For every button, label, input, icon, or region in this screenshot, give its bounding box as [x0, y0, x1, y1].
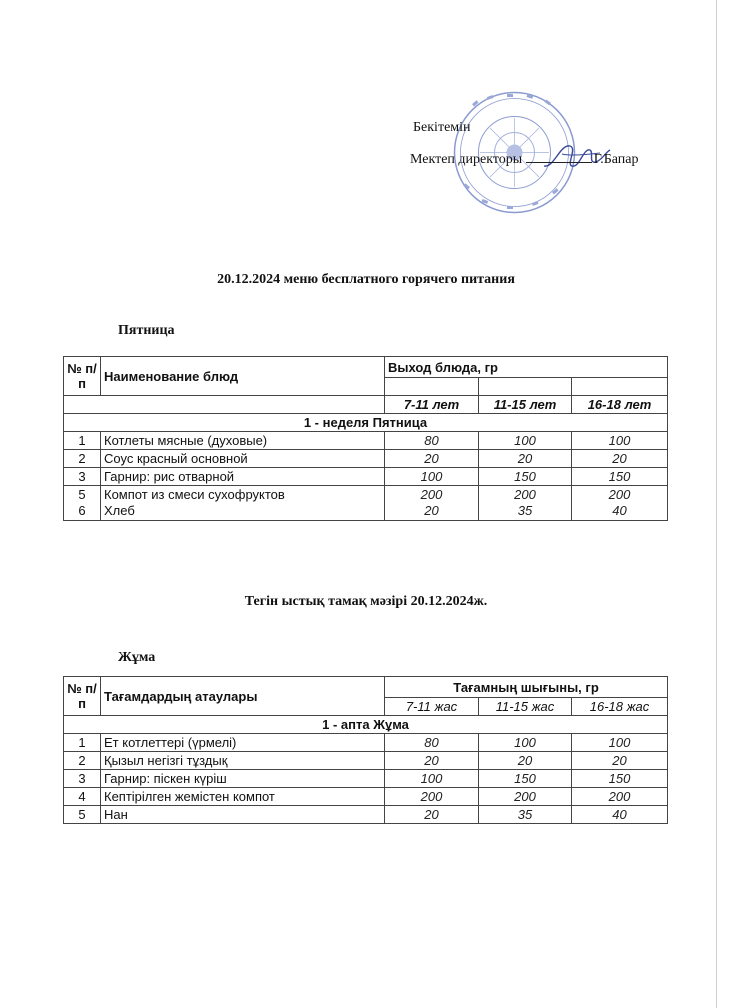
row-dish-name: Хлеб	[104, 503, 135, 518]
week-label: 1 - апта Жұма	[64, 716, 668, 734]
table-header-row	[64, 677, 668, 698]
row-value-11-15: 200	[514, 487, 536, 502]
table-row-merged	[64, 486, 668, 521]
menu-day-ru: Пятница	[118, 323, 175, 338]
signature-line	[526, 150, 592, 163]
table-age-row	[64, 396, 668, 414]
row-num: 1	[64, 432, 101, 450]
row-num: 6	[78, 503, 86, 518]
menu-day-kz: Жұма	[118, 650, 156, 665]
row-value-7-11: 200	[385, 788, 479, 806]
age-group-3: 16-18 жас	[572, 698, 668, 716]
table-row	[64, 788, 668, 806]
table-row	[64, 770, 668, 788]
row-value-7-11: 20	[385, 806, 479, 824]
row-num: 5	[64, 806, 101, 824]
age-group-1: 7-11 жас	[385, 698, 479, 716]
row-dish-name: Қызыл негізгі тұздық	[101, 752, 385, 770]
row-dish-name: Гарнир: рис отварной	[101, 468, 385, 486]
row-dish-name: Соус красный основной	[101, 450, 385, 468]
header-num: № п/п	[64, 677, 101, 716]
row-num: 4	[64, 788, 101, 806]
row-value-11-15: 200	[479, 788, 572, 806]
row-value-16-18: 200	[608, 487, 631, 502]
row-num-merged	[64, 486, 101, 521]
row-value-11-15: 100	[479, 432, 572, 450]
row-value-11-15: 100	[479, 734, 572, 752]
row-dish-name: Нан	[101, 806, 385, 824]
row-value-11-15: 35	[517, 503, 533, 518]
row-value-7-11: 80	[385, 734, 479, 752]
row-value-7-11: 20	[424, 503, 439, 518]
row-dish-name: Кептірілген жемістен компот	[101, 788, 385, 806]
row-num: 3	[64, 468, 101, 486]
header-blank-cell	[479, 378, 572, 396]
approval-director-label: Мектеп директоры	[410, 152, 523, 167]
table-row	[64, 752, 668, 770]
table-row	[64, 432, 668, 450]
row-value-7-11: 20	[385, 450, 479, 468]
table-row	[64, 468, 668, 486]
menu-table-ru	[63, 356, 668, 521]
row-dish-name-merged	[101, 486, 385, 521]
header-output: Тағамның шығыны, гр	[385, 677, 668, 698]
menu-table-kz	[63, 676, 668, 824]
table-row	[64, 734, 668, 752]
menu-title-kz: Тегін ыстық тамақ мәзірі 20.12.2024ж.	[244, 594, 488, 609]
row-num: 2	[64, 450, 101, 468]
scan-edge-line	[716, 0, 717, 1008]
age-row-blank	[64, 396, 385, 414]
row-dish-name: Котлеты мясные (духовые)	[101, 432, 385, 450]
week-label: 1 - неделя Пятница	[64, 414, 668, 432]
row-num: 1	[64, 734, 101, 752]
row-value-16-18: 150	[572, 468, 668, 486]
row-value-16-18: 100	[572, 734, 668, 752]
row-value-7-11: 80	[385, 432, 479, 450]
row-value-16-18-merged	[572, 486, 668, 521]
row-value-11-15: 20	[479, 752, 572, 770]
row-value-11-15: 35	[479, 806, 572, 824]
header-blank-cell	[572, 378, 668, 396]
approval-director-name: Г.Бапар	[593, 152, 639, 167]
table-header-row	[64, 357, 668, 378]
age-group-3: 16-18 лет	[572, 396, 668, 414]
row-num: 2	[64, 752, 101, 770]
row-value-11-15: 150	[479, 468, 572, 486]
row-dish-name: Ет котлеттері (үрмелі)	[101, 734, 385, 752]
header-dish-name: Тағамдардың атаулары	[101, 677, 385, 716]
age-group-2: 11-15 лет	[479, 396, 572, 414]
approval-line-1: Бекітемін	[413, 120, 471, 135]
table-row	[64, 450, 668, 468]
row-value-7-11: 200	[420, 487, 443, 502]
row-value-16-18: 20	[572, 450, 668, 468]
row-value-11-15-merged	[479, 486, 572, 521]
header-dish-name: Наименование блюд	[101, 357, 385, 396]
row-value-16-18: 100	[572, 432, 668, 450]
row-value-11-15: 150	[479, 770, 572, 788]
header-blank-cell	[385, 378, 479, 396]
row-value-11-15: 20	[479, 450, 572, 468]
row-value-7-11: 100	[385, 468, 479, 486]
row-num: 3	[64, 770, 101, 788]
row-dish-name: Гарнир: піскен күріш	[101, 770, 385, 788]
age-group-2: 11-15 жас	[479, 698, 572, 716]
row-value-7-11: 20	[385, 752, 479, 770]
row-value-7-11-merged	[385, 486, 479, 521]
row-dish-name: Компот из смеси сухофруктов	[104, 487, 285, 502]
week-row	[64, 716, 668, 734]
menu-title-ru: 20.12.2024 меню бесплатного горячего питания	[217, 272, 515, 287]
approval-line-2	[410, 150, 639, 168]
age-group-1: 7-11 лет	[385, 396, 479, 414]
header-output: Выход блюда, гр	[385, 357, 668, 378]
row-value-16-18: 150	[572, 770, 668, 788]
header-num: № п/п	[64, 357, 101, 396]
week-row	[64, 414, 668, 432]
table-row	[64, 806, 668, 824]
row-value-16-18: 40	[612, 503, 627, 518]
row-value-16-18: 40	[572, 806, 668, 824]
row-value-7-11: 100	[385, 770, 479, 788]
row-value-16-18: 20	[572, 752, 668, 770]
row-value-16-18: 200	[572, 788, 668, 806]
row-num: 5	[78, 487, 86, 502]
